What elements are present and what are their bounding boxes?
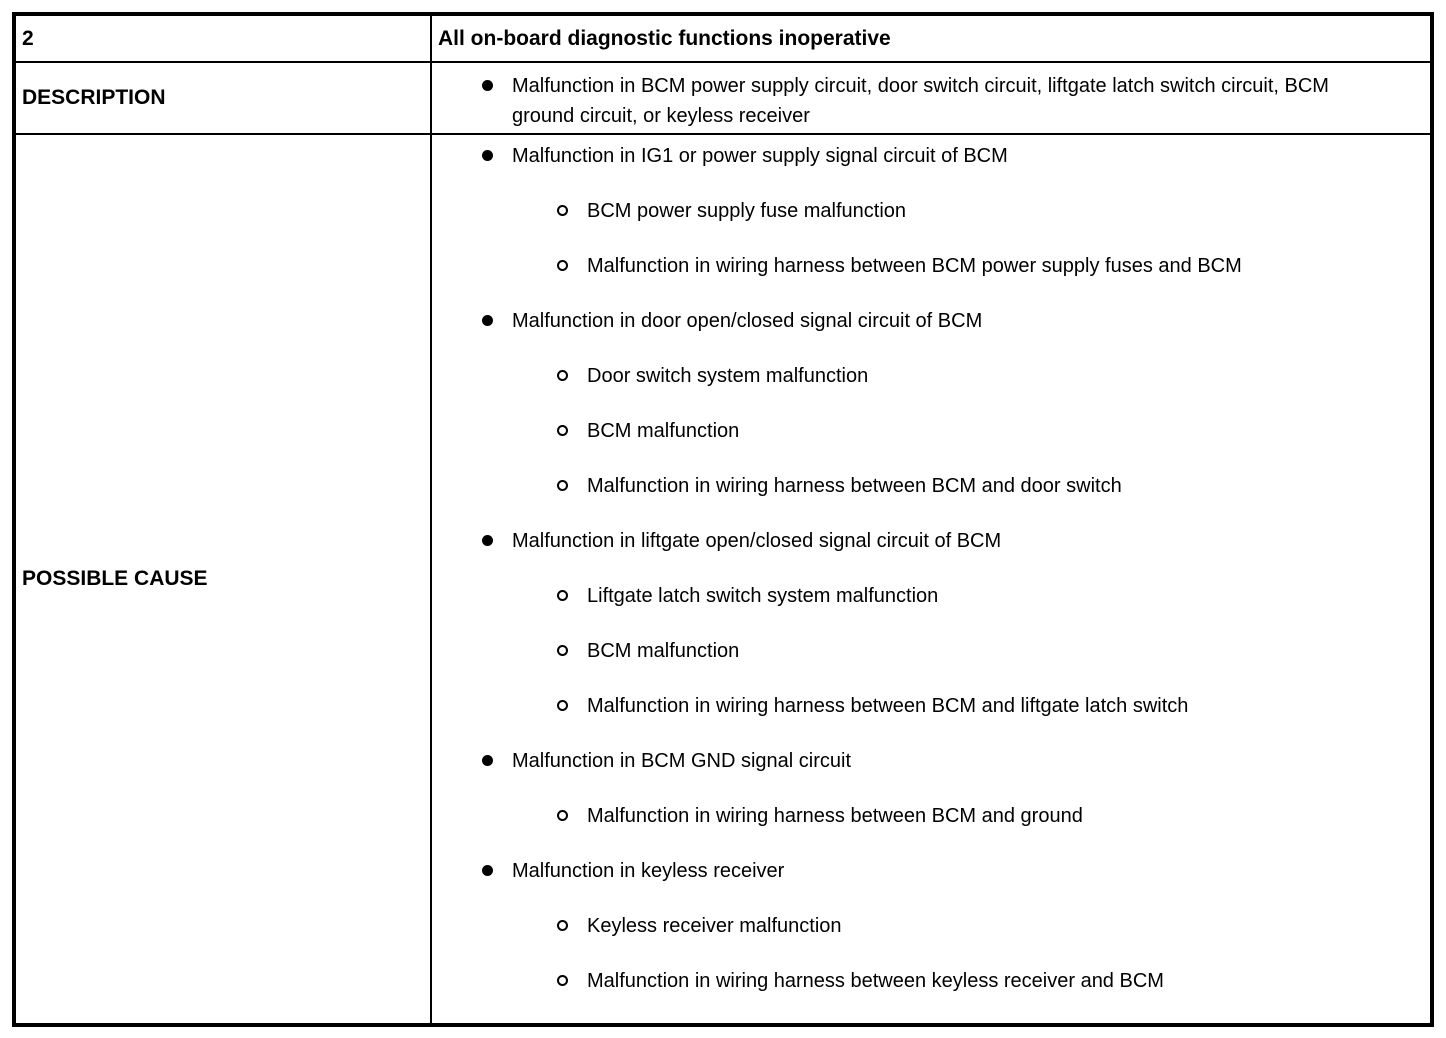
hollow-bullet-icon [557,975,568,986]
hollow-bullet-icon [557,920,568,931]
cause-text: Malfunction in BCM GND signal circuit [512,750,851,772]
sub-cause-text: BCM malfunction [587,640,740,662]
list-item [432,71,1430,131]
table-title: All on-board diagnostic functions inoperative [438,26,891,50]
cause-text: Malfunction in door open/closed signal circuit of BCM [512,310,983,332]
sub-list-item [432,966,1430,996]
hollow-bullet-icon [557,260,568,271]
hollow-bullet-icon [557,645,568,656]
description-content-cell [432,61,1430,133]
sub-list-item [432,581,1430,611]
list-item [432,141,1430,171]
filled-bullet-icon [482,865,493,876]
sub-list-item [432,636,1430,666]
sub-list-item [432,911,1430,941]
filled-bullet-icon [482,315,493,326]
sub-cause-text: BCM power supply fuse malfunction [587,200,907,222]
diagnostic-table [12,12,1434,1027]
hollow-bullet-icon [557,700,568,711]
filled-bullet-icon [482,755,493,766]
sub-list-item [432,691,1430,721]
filled-bullet-icon [482,150,493,161]
list-item [432,746,1430,776]
sub-list-item [432,361,1430,391]
sub-cause-text: Liftgate latch switch system malfunction [587,585,939,607]
sub-cause-text: Malfunction in wiring harness between BCM and liftgate latch switch [587,695,1189,717]
sub-cause-text: Keyless receiver malfunction [587,915,842,937]
cause-text: Malfunction in IG1 or power supply signal circuit of BCM [512,145,1008,167]
item-number-cell [16,16,432,61]
sub-cause-text: Door switch system malfunction [587,365,869,387]
list-item [432,526,1430,556]
list-item [432,306,1430,336]
sub-cause-text: Malfunction in wiring harness between BCM and ground [587,805,1083,827]
cause-text: Malfunction in keyless receiver [512,860,785,882]
sub-list-item [432,416,1430,446]
list-item [432,856,1430,886]
sub-list-item [432,251,1430,281]
cause-text: Malfunction in liftgate open/closed signal circuit of BCM [512,530,1002,552]
hollow-bullet-icon [557,810,568,821]
sub-cause-text: Malfunction in wiring harness between keyless receiver and BCM [587,970,1164,992]
possible-cause-label: POSSIBLE CAUSE [22,567,208,590]
description-label-cell [16,61,432,133]
hollow-bullet-icon [557,370,568,381]
item-number: 2 [22,26,34,50]
possible-cause-label-cell [16,133,432,1023]
description-label: DESCRIPTION [22,86,166,109]
sub-cause-text: Malfunction in wiring harness between BCM and door switch [587,475,1122,497]
hollow-bullet-icon [557,590,568,601]
filled-bullet-icon [482,80,493,91]
title-cell [432,16,1430,61]
hollow-bullet-icon [557,205,568,216]
hollow-bullet-icon [557,480,568,491]
sub-cause-text: BCM malfunction [587,420,740,442]
possible-cause-content-cell [432,133,1430,1023]
sub-list-item [432,196,1430,226]
sub-cause-text: Malfunction in wiring harness between BCM power supply fuses and BCM [587,255,1242,277]
sub-list-item [432,801,1430,831]
sub-list-item [432,471,1430,501]
hollow-bullet-icon [557,425,568,436]
filled-bullet-icon [482,535,493,546]
description-text: Malfunction in BCM power supply circuit, door switch circuit, liftgate latch switch circuit, BCM ground circuit, or keyless receiver [512,75,1329,127]
